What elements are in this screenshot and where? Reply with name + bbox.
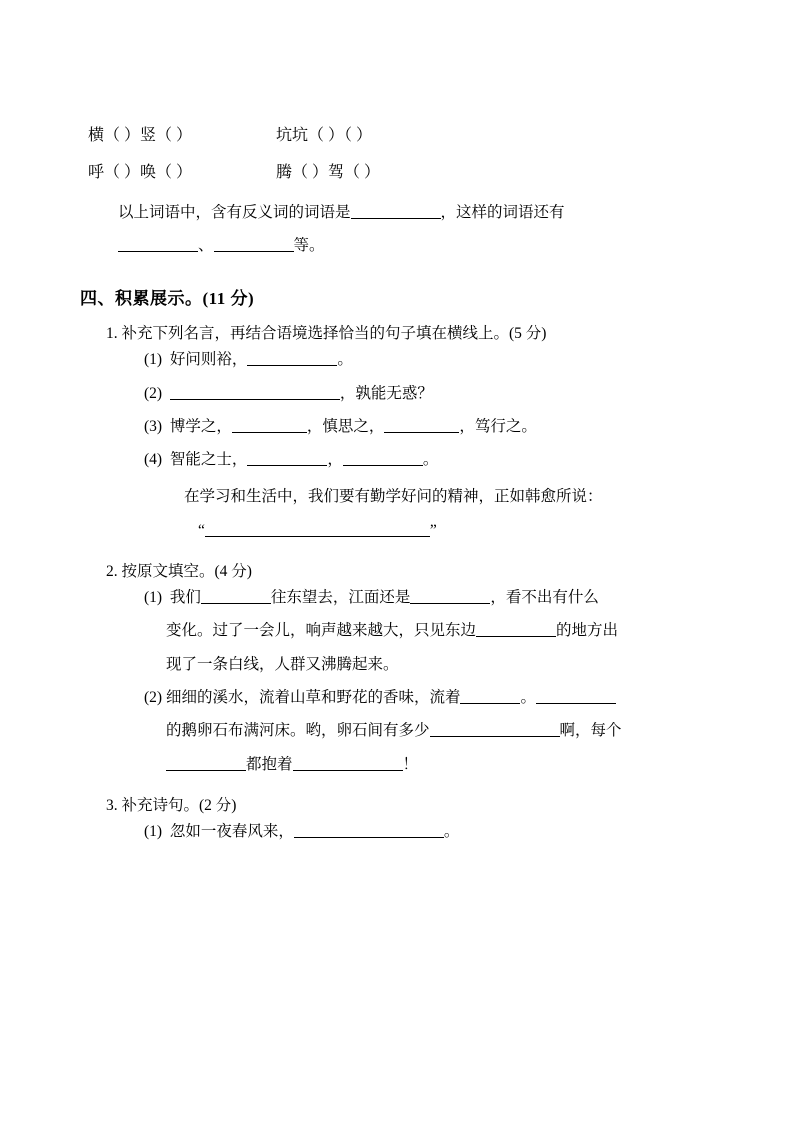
antonym-prompt-d: 等。 [293,236,325,254]
word-group-cell: 呼（ ）唤（ ） [88,163,193,181]
antonym-prompt-line1 [88,196,708,229]
item-text: 的地方出 [556,622,619,640]
answer-blank[interactable] [170,383,340,400]
question-2-stem: 2. 按原文填空。(4 分) [106,563,252,581]
answer-blank[interactable] [430,721,560,738]
quote-close: ” [429,521,437,539]
item-text: 的鹅卵石布满河床。哟，卵石间有多少 [166,722,430,740]
q1-item-3 [88,410,708,443]
quote-open: “ [198,521,205,539]
answer-blank[interactable] [214,235,294,252]
worksheet-content [80,118,708,848]
answer-blank[interactable] [166,754,246,771]
item-text-mid: ， [327,451,343,469]
word-group-cell: 腾（ ）驾（ ） [276,163,381,181]
q2-item-2-line3 [88,748,708,781]
word-group-cell: 坑坑（ ）（ ） [276,127,373,144]
answer-blank[interactable] [294,821,444,838]
answer-blank[interactable] [232,416,307,433]
q1-context: 在学习和生活中，我们要有勤学好问的精神，正如韩愈所说： [184,488,603,506]
answer-blank[interactable] [410,588,490,605]
answer-blank[interactable] [384,416,459,433]
item-text: 啊，每个 [559,722,622,740]
item-text-post: ，孰能无惑？ [339,384,433,402]
item-text: 。 [520,689,536,707]
answer-blank[interactable] [536,688,616,705]
item-text: 细细的溪水，流着山草和野花的香味，流着 [165,689,461,707]
answer-blank[interactable] [351,202,441,219]
answer-blank[interactable] [343,450,423,467]
item-text-post: 。 [422,451,439,469]
item-text-pre: 好问则裕， [169,351,248,369]
answer-blank[interactable] [205,520,430,537]
q1-item-2 [88,377,708,410]
answer-blank[interactable] [476,621,556,638]
q2-item-2-line1 [88,681,708,714]
answer-blank[interactable] [201,588,271,605]
antonym-prompt-line2 [88,229,708,262]
q1-quote-line [88,514,708,547]
item-label: (2) [144,689,163,707]
item-text: 变化。过了一会儿，响声越来越大，只见东边 [166,622,477,640]
answer-blank[interactable] [247,450,327,467]
section-title-4: 四、积累展示。(11 分) [80,289,255,309]
item-text-pre: 博学之， [169,417,232,435]
answer-blank[interactable] [460,688,520,705]
item-text: 都抱着 [246,755,293,773]
answer-blank[interactable] [247,350,337,367]
antonym-prompt-a: 以上词语中，含有反义词的词语是 [118,203,351,221]
item-text: 往东望去，江面还是 [270,589,411,607]
word-group-row [88,118,708,155]
item-text-post: 。 [443,822,460,840]
q2-item-1-line1 [88,581,708,614]
answer-blank[interactable] [118,235,198,252]
item-label: (4) [144,451,163,469]
item-text-post: 。 [337,351,353,369]
q2-item-2-line2 [88,714,708,747]
item-text-pre: 智能之士， [169,451,248,469]
item-text-mid: ，慎思之， [306,417,385,435]
answer-blank[interactable] [293,754,403,771]
item-label: (1) [144,589,163,607]
item-text-post: ，笃行之。 [459,417,537,435]
item-label: (1) [144,822,163,840]
question-3-stem: 3. 补充诗句。(2 分) [106,796,237,814]
item-text: ，看不出有什么 [490,589,599,607]
q1-item-4 [88,443,708,476]
q1-item-1 [88,343,708,376]
question-1-stem: 1. 补充下列名言，再结合语境选择恰当的句子填在横线上。(5 分) [106,325,547,343]
item-text: ！ [402,755,419,773]
word-group-cell: 横（ ）竖（ ） [88,127,193,144]
word-group-row [88,155,708,192]
q2-item-1-line3: 现了一条白线，人群又沸腾起来。 [166,655,399,673]
item-label: (1) [144,351,163,369]
q3-item-1 [88,815,708,848]
antonym-prompt-c: 、 [198,236,214,254]
item-text-pre: 忽如一夜春风来， [169,822,294,840]
item-label: (2) [144,384,163,402]
antonym-prompt-b: ，这样的词语还有 [440,203,565,221]
word-group-table [88,118,708,192]
item-label: (3) [144,417,163,435]
item-text: 我们 [169,589,201,607]
q2-item-1-line2 [88,614,708,647]
